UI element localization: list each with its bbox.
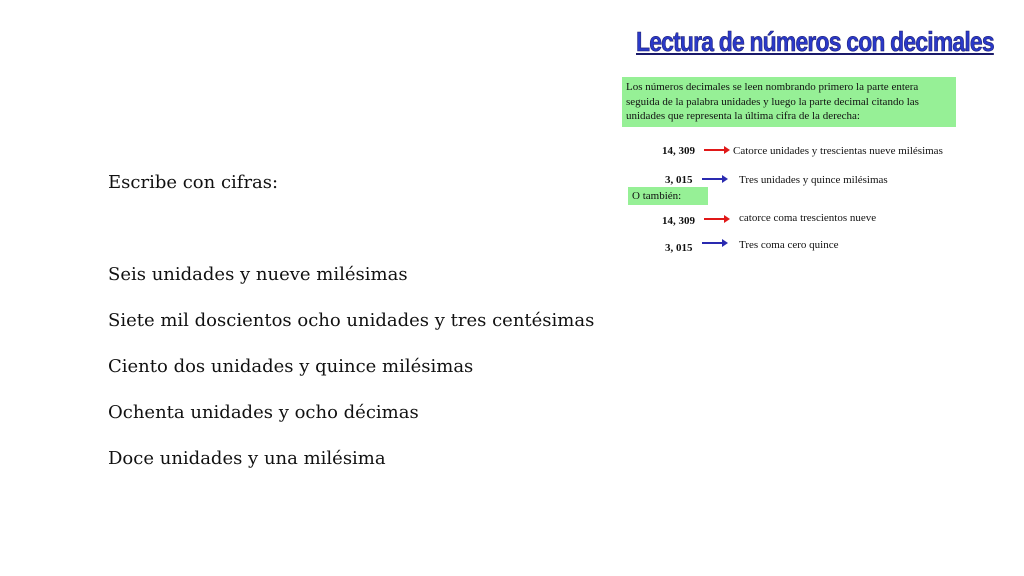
also-label: O también: — [628, 187, 708, 205]
exercise-item: Seis unidades y nueve milésimas — [108, 264, 408, 285]
arrow-right-icon — [704, 214, 730, 224]
exercise-item: Ciento dos unidades y quince milésimas — [108, 356, 474, 377]
intro-box: Los números decimales se leen nombrando primero la parte entera seguida de la palabra unidades y luego la parte decimal citando las unidades que representa la última cifra de la derecha: — [622, 77, 956, 127]
alt-example-number: 14, 309 — [662, 215, 695, 227]
alt-example-number: 3, 015 — [665, 242, 693, 254]
example-number: 14, 309 — [662, 145, 695, 157]
exercise-list — [108, 264, 594, 494]
alt-example-reading: Tres coma cero quince — [739, 239, 839, 251]
arrow-right-icon — [704, 145, 730, 155]
exercise-item: Doce unidades y una milésima — [108, 448, 386, 469]
exercise-instruction: Escribe con cifras: — [108, 172, 279, 193]
arrow-right-icon — [702, 174, 728, 184]
arrow-right-icon — [702, 238, 728, 248]
example-reading: Tres unidades y quince milésimas — [739, 174, 888, 186]
exercise-item: Ochenta unidades y ocho décimas — [108, 402, 419, 423]
example-reading: Catorce unidades y trescientas nueve milésimas — [733, 145, 943, 157]
alt-example-reading: catorce coma trescientos nueve — [739, 212, 877, 224]
reference-title: Lectura de números con decimales — [636, 26, 994, 57]
example-number: 3, 015 — [665, 174, 693, 186]
exercise-item: Siete mil doscientos ocho unidades y tres centésimas — [108, 310, 595, 331]
